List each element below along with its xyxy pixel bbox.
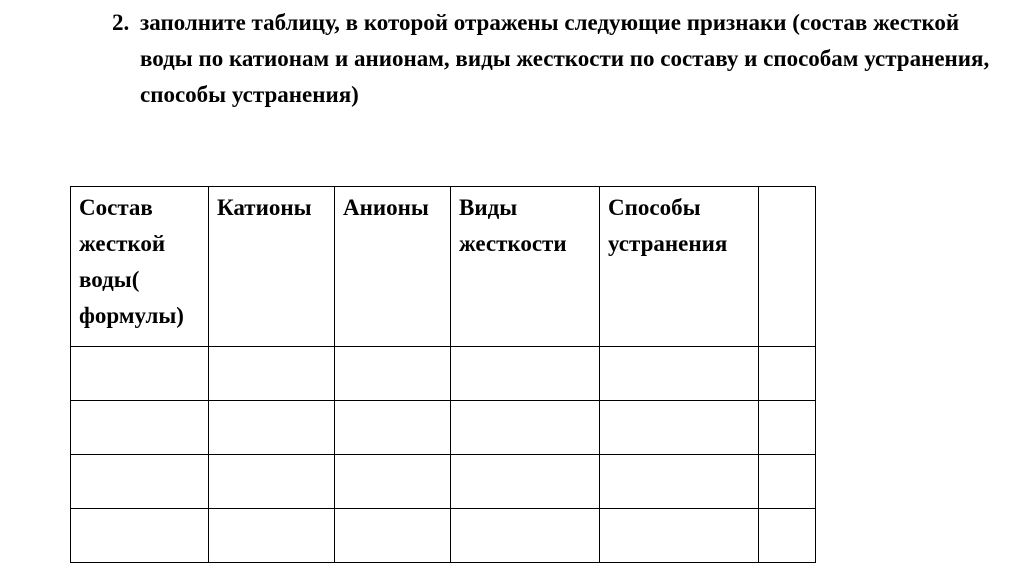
task-statement xyxy=(112,5,1012,113)
table-cell[interactable] xyxy=(759,455,816,509)
table-header-row xyxy=(71,187,816,347)
header-hardness-types xyxy=(451,187,600,347)
table-cell[interactable] xyxy=(335,455,451,509)
table-cell[interactable] xyxy=(335,347,451,401)
header-removal-methods xyxy=(600,187,759,347)
table-cell[interactable] xyxy=(209,401,335,455)
table-cell[interactable] xyxy=(759,509,816,563)
table-cell[interactable] xyxy=(600,347,759,401)
table-cell[interactable] xyxy=(451,347,600,401)
table-row xyxy=(71,347,816,401)
header-label: Виды жесткости xyxy=(459,195,567,256)
answer-table xyxy=(70,186,816,563)
table-cell[interactable] xyxy=(71,347,209,401)
table-cell[interactable] xyxy=(600,509,759,563)
table-row xyxy=(71,509,816,563)
table-cell[interactable] xyxy=(451,455,600,509)
header-cations xyxy=(209,187,335,347)
header-label: Состав жесткой воды( формулы) xyxy=(79,195,184,328)
table-cell[interactable] xyxy=(335,401,451,455)
table-cell[interactable] xyxy=(209,455,335,509)
table-cell[interactable] xyxy=(451,401,600,455)
task-text: заполните таблицу, в которой отражены следующие признаки (состав жесткой воды по катионам и анионам, виды жесткости по составу и способам устранения, способы устранения) xyxy=(140,10,990,107)
header-extra xyxy=(759,187,816,347)
table-cell[interactable] xyxy=(209,347,335,401)
header-label: Катионы xyxy=(217,195,312,220)
table-cell[interactable] xyxy=(759,347,816,401)
table-cell[interactable] xyxy=(600,401,759,455)
table-cell[interactable] xyxy=(71,455,209,509)
table-cell[interactable] xyxy=(209,509,335,563)
table-cell[interactable] xyxy=(759,401,816,455)
task-number: 2. xyxy=(112,10,130,35)
header-label: Способы устранения xyxy=(608,195,728,256)
header-label: Анионы xyxy=(343,195,429,220)
table-cell[interactable] xyxy=(71,401,209,455)
table-row xyxy=(71,455,816,509)
table-row xyxy=(71,401,816,455)
header-anions xyxy=(335,187,451,347)
header-composition xyxy=(71,187,209,347)
table-cell[interactable] xyxy=(335,509,451,563)
table-cell[interactable] xyxy=(600,455,759,509)
table-cell[interactable] xyxy=(71,509,209,563)
table-cell[interactable] xyxy=(451,509,600,563)
